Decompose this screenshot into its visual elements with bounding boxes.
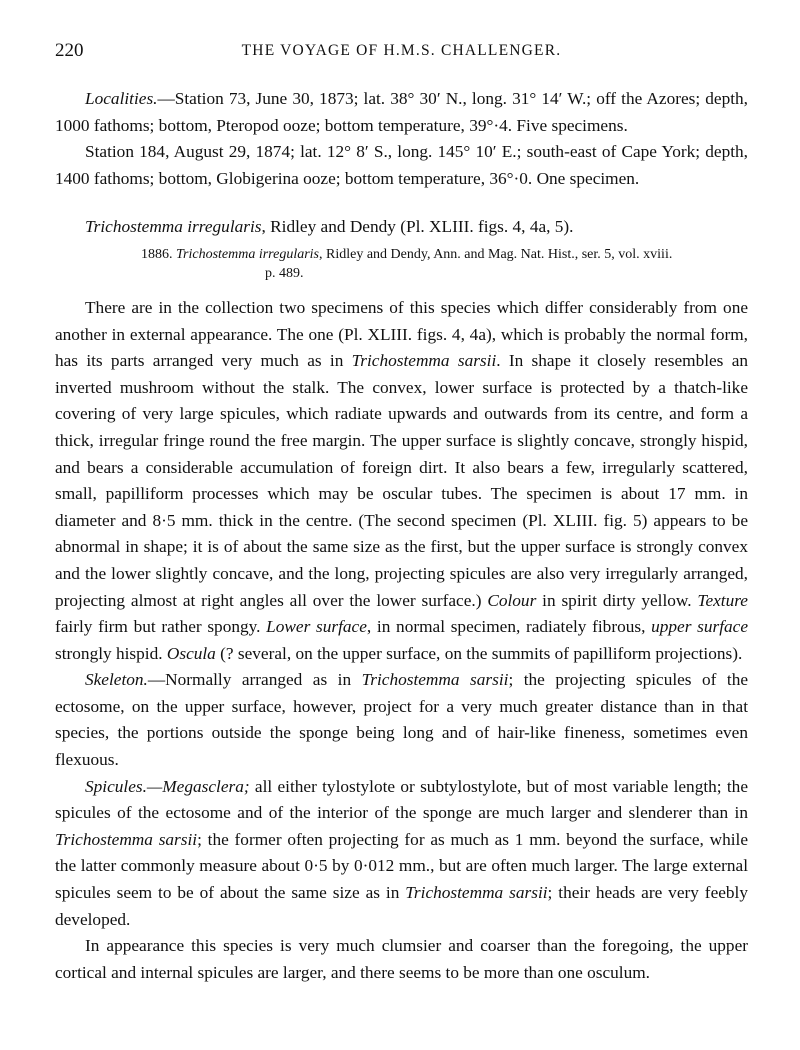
skeleton-text: ; the projecting spicules of the ectosome, on the upper surface, however, project for a very much greater distance than in that species, the portions outside the sponge being long and of hair-like fineness, sometimes even flexuous. xyxy=(55,670,749,770)
description-text: . In shape it closely resembles an inverted mushroom without the stalk. The convex, lower surface is protected by a thatch-like covering of very large spicules, which radiate upwards and outwards from its centre, and form a thick, irregular fringe round the free margin. The upper surface is slightly concave, strongly hispid, and bears a considerable accumulation of foreign dirt. It also bears a few, irregularly scattered, small, papilliform processes which may be oscular tubes. The specimen is about 17 mm. in diameter and 8·5 mm. thick in the centre. (The second specimen (Pl. XLIII. fig. 5) appears to be abnormal in shape; it is of about the same size as the first, but the upper surface is strongly convex and the lower slightly concave, and the long, projecting spicules are also very irregularly arranged, projecting almost at right angles all over the lower surface.) xyxy=(55,351,749,610)
spicules-paragraph xyxy=(55,774,748,934)
spicules-text: all either tylostylote or subtylostylote, but of most variable length; the spicules of the ectosome and of the interior of the sponge are much larger and slenderer than in xyxy=(55,776,748,823)
spicules-text: ; the former often projecting for as much as 1 mm. beyond the surface, while the latter commonly measure about 0·5 by 0·012 mm., but are often much larger. The large external spicules seem to be of about the same size as in xyxy=(55,829,749,903)
upper-surface-label: upper surface xyxy=(651,617,748,637)
localities-label: Localities. xyxy=(85,89,158,108)
colour-text: in spirit dirty yellow. xyxy=(536,590,698,610)
oscula-label: Oscula xyxy=(166,643,216,663)
oscula-text: (? several, on the upper surface, on the summits of papilliform projections). xyxy=(215,643,743,663)
page-number: 220 xyxy=(55,40,84,61)
citation-text: , Ridley and Dendy, Ann. and Mag. Nat. Hist., ser. 5, vol. xviii. xyxy=(319,246,673,262)
taxon-name: Trichostemma sarsii xyxy=(405,883,548,903)
skeleton-text: —Normally arranged as in xyxy=(147,670,362,690)
upper-surface-text: strongly hispid. xyxy=(55,643,167,663)
synonymy-citation xyxy=(55,245,748,283)
colour-label: Colour xyxy=(487,590,537,610)
texture-text: fairly firm but rather spongy. xyxy=(55,617,267,637)
texture-label: Texture xyxy=(697,590,748,610)
localities-station-73 xyxy=(55,86,748,139)
page-header xyxy=(55,40,748,70)
lower-surface-text: , in normal specimen, radiately fibrous, xyxy=(366,617,652,637)
running-head: THE VOYAGE OF H.M.S. CHALLENGER. xyxy=(241,42,562,59)
species-heading xyxy=(55,214,748,241)
spicules-label: Spicules.—Megasclera; xyxy=(85,776,250,796)
citation-page: p. 489. xyxy=(265,265,304,281)
skeleton-label: Skeleton. xyxy=(85,670,148,690)
body-text xyxy=(55,86,748,986)
description-paragraph xyxy=(55,295,748,667)
localities-station-184: Station 184, August 29, 1874; lat. 12° 8′ S., long. 145° 10′ E.; south-east of Cape York; depth, 1400 fathoms; bottom, Globigerina ooze; bottom temperature, 36°·0. One specimen. xyxy=(55,142,748,188)
taxon-name: Trichostemma sarsii xyxy=(361,670,509,690)
taxon-name: Trichostemma sarsii xyxy=(351,351,497,371)
skeleton-paragraph xyxy=(55,667,748,773)
description-text: There are in the collection two specimens of this species which differ considerably from one another in external appearance. The one (Pl. XLIII. figs. 4, 4a), which is probably the normal form, has its parts arranged very much as in xyxy=(55,297,748,371)
species-authority: , Ridley and Dendy (Pl. XLIII. figs. 4, 4a, 5). xyxy=(261,217,574,237)
spicules-text: ; their heads are very feebly developed. xyxy=(55,883,748,929)
station-73-text: —Station 73, June 30, 1873; lat. 38° 30′ N., long. 31° 14′ W.; off the Azores; depth, 1000 fathoms; bottom, Pteropod ooze; bottom temperature, 39°·4. Five specimens. xyxy=(55,89,748,135)
citation-year: 1886. xyxy=(141,246,173,262)
species-name: Trichostemma irregularis xyxy=(85,217,262,237)
lower-surface-label: Lower surface xyxy=(266,617,367,637)
closing-paragraph: In appearance this species is very much clumsier and coarser than the foregoing, the upper cortical and internal spicules are larger, and there seems to be more than one osculum. xyxy=(55,936,748,982)
citation-species-name: Trichostemma irregularis xyxy=(176,246,319,262)
taxon-name: Trichostemma sarsii xyxy=(55,829,198,849)
